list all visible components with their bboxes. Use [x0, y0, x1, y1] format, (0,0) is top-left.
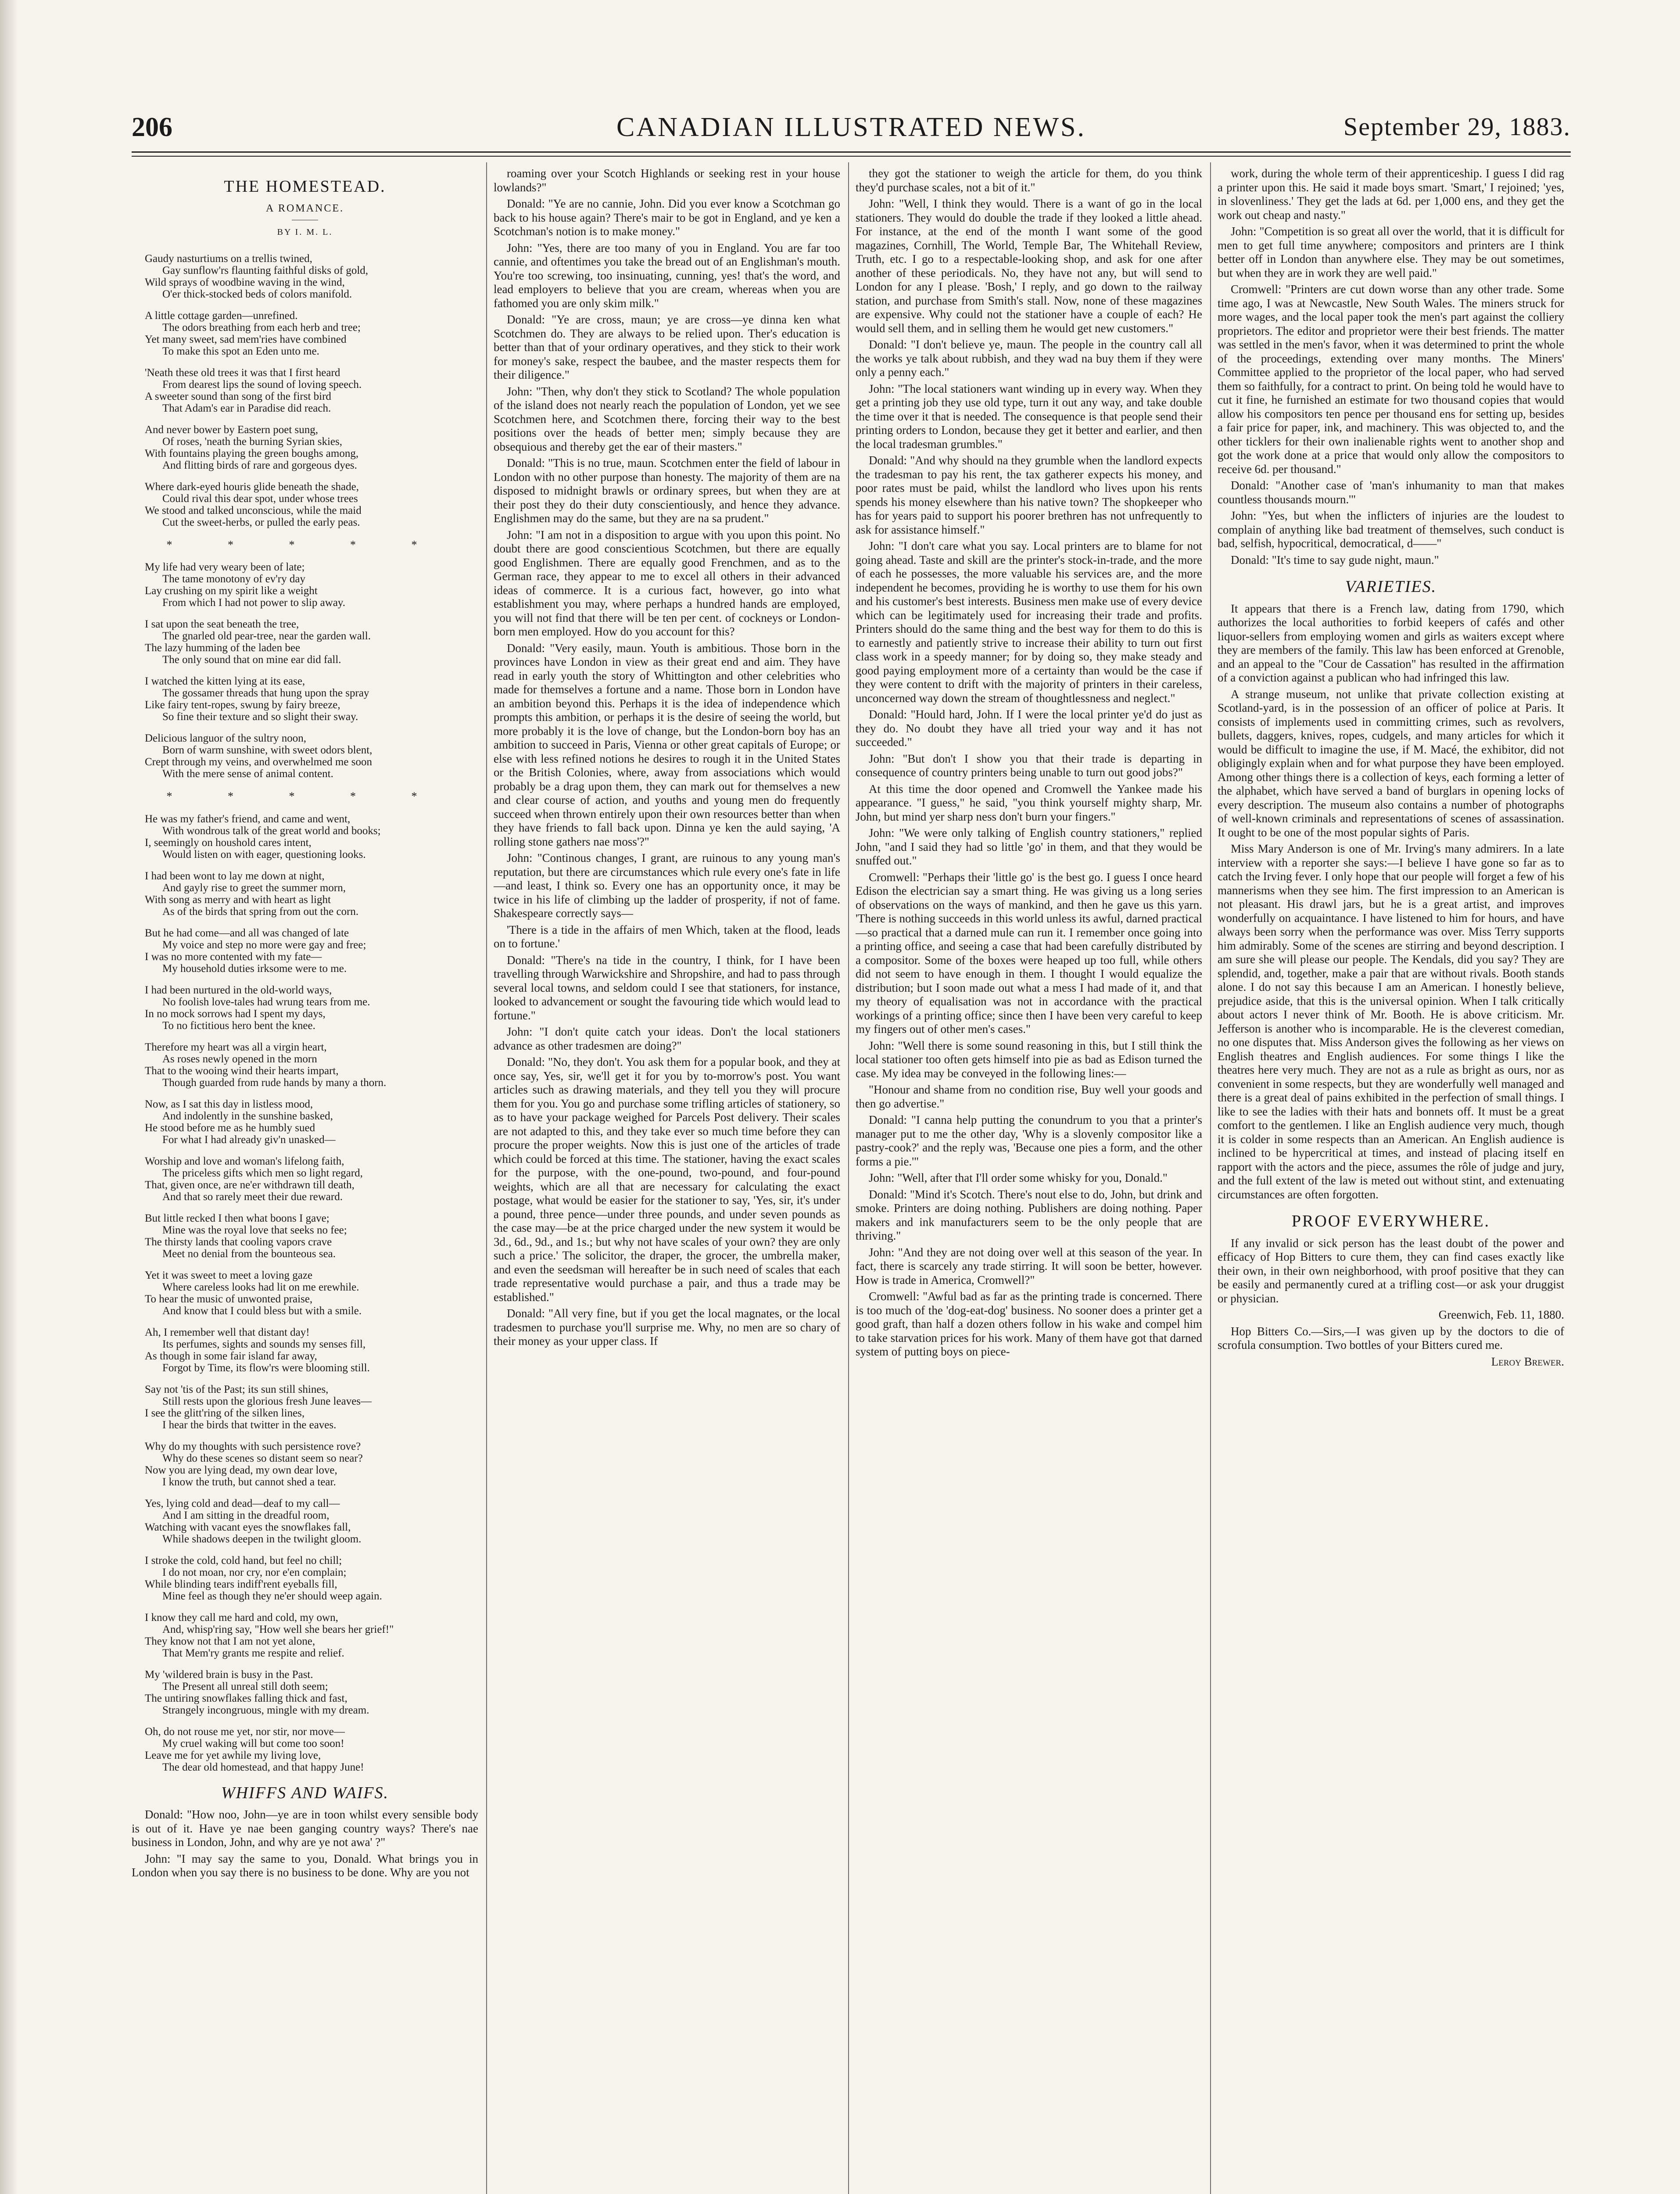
- poem-stanza: [145, 984, 478, 1032]
- poem-line: That Adam's ear in Paradise did reach.: [162, 402, 331, 414]
- poem-line: My voice and step no more were gay and free;: [162, 939, 366, 951]
- column-divider: [486, 162, 487, 2194]
- poem-line: My cruel waking will but come too soon!: [162, 1737, 344, 1749]
- poem-title: THE HOMESTEAD.: [224, 177, 386, 196]
- poem-line: No foolish love-tales had wrung tears from me.: [162, 996, 370, 1008]
- poem-stanza: [145, 1612, 478, 1659]
- poem-line: I, seemingly on houshold cares intent,: [145, 836, 312, 849]
- poem-line: Of roses, 'neath the burning Syrian skies,: [162, 435, 342, 448]
- whiffs-paragraph: Donald: "Another case of 'man's inhumanity to man that makes countless thousands mourn.'": [1218, 479, 1564, 506]
- poem-line: Mine feel as though they ne'er should weep again.: [162, 1590, 382, 1602]
- whiffs-paragraph: John: "Competition is so great all over the world, that it is difficult for men to get full time anywhere; compositors and printers are I think better off in London than anywhere else. They may be out sometimes, but when they are in work they are well paid.": [1218, 225, 1564, 280]
- publication-title: CANADIAN ILLUSTRATED NEWS.: [616, 112, 1086, 142]
- poem-line: Yes, lying cold and dead—deaf to my call—: [145, 1497, 340, 1509]
- poem-line: I do not moan, nor cry, nor e'en complain;: [162, 1566, 347, 1578]
- poem-line: From which I had not power to slip away.: [162, 597, 346, 609]
- whiffs-paragraph: John: "The local stationers want winding up in every way. When they get a printing job they use old type, turn it out any way, and take double the time over it that is needed. The consequence is that people send their printing orders to London, because they get it better and earlier, and then the local tradesman grumbles.": [856, 382, 1202, 451]
- poem-line: Yet it was sweet to meet a loving gaze: [145, 1269, 313, 1281]
- column-divider: [848, 162, 849, 2194]
- poem-line: I had been wont to lay me down at night,: [145, 870, 325, 882]
- whiffs-paragraph: John: "But don't I show you that their trade is departing in consequence of country printers being unable to turn out good jobs?": [856, 752, 1202, 779]
- poem-line: To make this spot an Eden unto me.: [162, 345, 319, 357]
- poem-stanza: [145, 253, 478, 300]
- poem-line: The thirsty lands that cooling vapors crave: [145, 1236, 332, 1248]
- poem-line: The only sound that on mine ear did fall.: [162, 654, 341, 666]
- poem-stanza: [145, 1726, 478, 1773]
- whiffs-paragraph: Donald: "No, they don't. You ask them for a popular book, and they at once say, Yes, sir, we'll get it for you by to-morrow's post. You want articles such as drawing materials, and they tell you they will procure them for you. You go and purchase some trifling articles of stationery, so as to have your package weighed for Parcels Post delivery. Their scales are not adapted to this, and they take ever so much time before they can procure the proper weights. Now this is just one of the articles of trade which could be forced at this time. The stationer, having the exact scales for the purpose, with the one-pound, two-pound, and four-pound weights, which are all that are necessary for calculating the exact postage, what would be easier for the stationer to say, 'Yes, sir, it's under a pound, three pence—under three pounds, and under seven pounds as the case may—be at the price charged under the new system it would be 3d., 6d., 9d., and 1s.; but why not have scales of your own? they are only such a price.' The solicitor, the draper, the grocer, the umbrella maker, and even the seedsman will hereafter be in such need of scales that each trade representative would purchase a pair, and thus a trade may be established.": [494, 1055, 840, 1304]
- poem-line: So fine their texture and so slight their sway.: [162, 711, 358, 723]
- poem-line: I hear the birds that twitter in the eaves.: [162, 1419, 337, 1431]
- whiffs-paragraph: "Honour and shame from no condition rise, Buy well your goods and then go advertise.": [856, 1083, 1202, 1110]
- poem-stanza: [145, 870, 478, 918]
- poem-line: Forgot by Time, its flow'rs were blooming still.: [162, 1362, 370, 1374]
- poem-line: I watched the kitten lying at its ease,: [145, 675, 305, 687]
- issue-date: September 29, 1883.: [1343, 112, 1571, 141]
- poem-line: I know the truth, but cannot shed a tear.: [162, 1476, 336, 1488]
- whiffs-paragraph: John: "Well, after that I'll order some whisky for you, Donald.": [869, 1171, 1168, 1184]
- whiffs-paragraph: John: "And they are not doing over well at this season of the year. In fact, there is scarcely any trade stirring. It will soon be better, however. How is trade in America, Cromwell?": [856, 1245, 1202, 1287]
- section-title-proof: PROOF EVERYWHERE.: [1291, 1212, 1490, 1230]
- whiffs-paragraph: John: "I may say the same to you, Donald. What brings you in London when you say there is no business to be done. Why are you not: [132, 1852, 478, 1879]
- poem-stanza: [145, 675, 478, 723]
- poem-stanza: [145, 618, 478, 666]
- whiffs-paragraph: Donald: "How noo, John—ye are in toon whilst every sensible body is out of it. Have ye nae been ganging country ways? There's nae business in London, John, and why are ye not awa' ?": [132, 1808, 478, 1849]
- whiffs-paragraph: John: "Yes, there are too many of you in England. You are far too cannie, and oftentimes you take the bread out of an Englishman's mouth. You're too screwing, too insinuating, cunning, yes! that's the word, and lead employers to believe that you are cream, whereas when you are fathomed you are only skim milk.": [494, 241, 840, 310]
- varieties-paragraph: A strange museum, not unlike that private collection existing at Scotland-yard, is in the possession of an officer of police at Paris. It consists of implements used in committing crimes, such as revolvers, bullets, daggers, knives, ropes, cudgels, and many articles for which it would be difficult to imagine the use, if M. Macé, the exhibitor, did not obligingly explain when and for what purpose they have been employed. Among other things there is a collection of keys, each forming a letter of the alphabet, which have served a band of burglars in opening locks of every description. The museum also contains a number of photographs of well-known criminals and representations of scenes of assassination. It ought to be one of the most popular sights of Paris.: [1218, 687, 1564, 839]
- poem-stanza: [145, 1098, 478, 1146]
- poem-stanza: [145, 367, 478, 414]
- stanza-separator: * * * * *: [166, 790, 444, 803]
- poem-stanza: [145, 732, 478, 780]
- whiffs-paragraph: At this time the door opened and Cromwell the Yankee made his appearance. "I guess," he said, "you think yourself mighty sharp, Mr. John, but mind yer sharp ness don't burn your fingers.": [856, 782, 1202, 823]
- poem-line: But he had come—and all was changed of late: [145, 927, 349, 939]
- poem-line: He stood before me as he humbly sued: [145, 1122, 315, 1134]
- poem-line: I had been nurtured in the old-world ways,: [145, 984, 332, 996]
- poem-line: Like fairy tent-ropes, swung by fairy breeze,: [145, 699, 340, 711]
- poem-line: I stroke the cold, cold hand, but feel no chill;: [145, 1554, 342, 1567]
- page-edge: [0, 0, 18, 2194]
- proof-letter: Hop Bitters Co.—Sirs,—I was given up by the doctors to die of scrofula consumption. Two bottles of your Bitters cured me.: [1218, 1324, 1564, 1352]
- poem-line: Strangely incongruous, mingle with my dream.: [162, 1704, 369, 1716]
- poem-body: [132, 253, 478, 1773]
- whiffs-paragraph: Donald: "There's na tide in the country, I think, for I have been travelling through Warwickshire and Shropshire, and had to pass through several local towns, and seldom could I see that stationers, for instance, looked to advancement or sought the favouring tide which would lead to fortune.": [494, 953, 840, 1022]
- whiffs-paragraph: Cromwell: "Perhaps their 'little go' is the best go. I guess I once heard Edison the electrician say a smart thing. He was giving us a long series of observations on the ways of mankind, and then he gave us this yarn. 'There is nothing succeeds in this world unless its awful, darned practical—so practical that a darned mule can run it. I remember once going into a printing office, and seeing a case that had been carefully distributed by a compositor. Some of the boxes were heaped up too full, while others did not seem to have enough in them. I thought I would equalize the distribution; but I soon made out what a mess I had made of it, and that my theory of equalisation was not in accordance with the practical workings of a printing office; since then I have been very careful to keep my fingers out of other men's cases.": [856, 870, 1202, 1036]
- poem-line: Leave me for yet awhile my living love,: [145, 1749, 321, 1761]
- whiffs-paragraph: Cromwell: "Awful bad as far as the printing trade is concerned. There is too much of the 'dog-eat-dog' business. No sooner does a printer get a good graft, than half a dozen others follow in his wake and compel him to take starvation prices for his work. Many of them have got that darned system of putting boys on piece-: [856, 1290, 1202, 1358]
- page-number: 206: [132, 112, 172, 142]
- poem-subtitle: A ROMANCE.: [265, 202, 344, 214]
- poem-line: Now, as I sat this day in listless mood,: [145, 1098, 313, 1110]
- whiffs-paragraph: Donald: "And why should na they grumble when the landlord expects the tradesman to pay his rent, the tax gatherer expects his money, and poor rates must be paid, whilst the landlord who lives upon his rents spends his money elsewhere than his native town? The shopkeeper who has for years paid to support his poorer brethren has not unfrequently to ask for assistance himself.": [856, 454, 1202, 536]
- whiffs-paragraph: Donald: "Hould hard, John. If I were the local printer ye'd do just as they do. No doubt they have all tried your way and it has not succeeded.": [856, 708, 1202, 749]
- poem-line: He was my father's friend, and came and went,: [145, 813, 351, 825]
- poem-line: The dear old homestead, and that happy June!: [162, 1761, 364, 1773]
- poem-line: For what I had already giv'n unasked—: [162, 1133, 336, 1146]
- poem-line: 'Neath these old trees it was that I first heard: [145, 366, 340, 379]
- whiffs-paragraph: work, during the whole term of their apprenticeship. I guess I did rag a printer upon this. He said it made boys smart. 'Smart,' I rejoined; 'yes, in slovenliness.' They get the lads at 6d. per 1,000 ens, and they get the work out cheap and nasty.": [1218, 167, 1564, 222]
- poem-line: That, given once, are ne'er withdrawn till death,: [145, 1179, 355, 1191]
- poem-line: The priceless gifts which men so light regard,: [162, 1167, 363, 1179]
- poem-line: Crept through my veins, and overwhelmed me soon: [145, 756, 372, 768]
- whiffs-paragraph: Donald: "Ye are cross, maun; ye are cross—ye dinna ken what Scotchmen do. They are always to be relied upon. Ther's education is better than that of your ordinary operatives, and they stick to their work for money's sake, respect the baubee, and the master respects them for their diligence.": [494, 313, 840, 381]
- poem-line: Now you are lying dead, my own dear love,: [145, 1464, 337, 1476]
- poem-stanza: [145, 424, 478, 471]
- poem-line: The lazy humming of the laden bee: [145, 642, 301, 654]
- poem-line: With the mere sense of animal content.: [162, 768, 333, 780]
- poem-line: As of the birds that spring from out the corn.: [162, 905, 359, 918]
- poem-line: And gayly rise to greet the summer morn,: [162, 882, 346, 894]
- poem-line: To no fictitious hero bent the knee.: [162, 1019, 315, 1032]
- poem-line: My 'wildered brain is busy in the Past.: [145, 1668, 313, 1681]
- poem-line: A little cottage garden—unrefined.: [145, 309, 298, 322]
- varieties-paragraph: Miss Mary Anderson is one of Mr. Irving's many admirers. In a late interview with a reporter she says:—I believe I have gone so far as to catch the Irving fever. I only hope that our people will forget a few of his mannerisms when they see him. The first impression to an American is not pleasant. His drawl jars, but he is a great artist, and improves wonderfully on acquaintance. I have listened to him for hours, and have always been sorry when the performance was over. Miss Terry supports him admirably. Some of the scenes are stirring and beyond description. I am sure she will please our people. The Kendals, did you say? They are splendid, and, together, make a pair that are without rivals. Booth stands alone. I do not say this because I am an American. I honestly believe, prejudice aside, that this is the universal opinion. When I talk critically about actors I never think of Mr. Booth. He is above criticism. Mr. Jefferson is another who is incomparable. He is the cleverest comedian, no one disputes that. Miss Anderson gives the following as her views on English theatres and English audiences. For some things I like the theatres here very much. They are not as a rule as bright as ours, nor as convenient in some respects, but they are wonderfully well managed and there is a great deal of pains exhibited in the perfection of small things. I like to see the ladies with their hats and bonnets off. It must be a great comfort to the gentlemen. I like an English audience very much, though it is colder in some respects than an American. An English audience is inclined to be hypercritical at times, and instead of placing itself en rapport with the actors and the piece, assumes the rôle of judge and jury, and the full extent of the law is meted out without stint, and extenuating circumstances are often forgotten.: [1218, 842, 1564, 1201]
- poem-line: My household duties irksome were to me.: [162, 962, 347, 975]
- poem-line: Gay sunflow'rs flaunting faithful disks of gold,: [162, 264, 369, 276]
- whiffs-paragraph: John: "Well, I think they would. There is a want of go in the local stationers. They would do double the trade if they looked a little ahead. For instance, at the end of the month I want some of the good magazines, Cornhill, The World, Temple Bar, The Whitehall Review, Truth, etc. I go to a respectable-looking shop, and ask for one after another of these periodicals. No, they have not any, but will send to London for any I please. 'Bosh,' I reply, and go down to the railway station, and purchase from Smith's stall. Now, none of these magazines are expensive. Why could not the stationer have a couple of each? He would sell them, and in selling them he would get new customers.": [856, 197, 1202, 335]
- poem-line: Lay crushing on my spirit like a weight: [145, 585, 318, 597]
- poem-line: And flitting birds of rare and gorgeous dyes.: [162, 459, 357, 471]
- whiffs-paragraph: John: "Then, why don't they stick to Scotland? The whole population of the island does not nearly reach the population of London, yet we see Scotchmen here, and Scotchmen there, forcing their way to the best positions over the heads of better men; simply because they are obsequious and thereby get the ear of their masters.": [494, 384, 840, 453]
- poem-line: As though in some fair island far away,: [145, 1350, 317, 1362]
- proof-dateline: Greenwich, Feb. 11, 1880.: [1438, 1308, 1564, 1321]
- poem-line: Why do these scenes so distant seem so near?: [162, 1452, 363, 1464]
- poem-line: As roses newly opened in the morn: [162, 1053, 317, 1065]
- poem-line: Born of warm sunshine, with sweet odors blent,: [162, 744, 373, 756]
- poem-line: From dearest lips the sound of loving speech.: [162, 378, 362, 391]
- poem-line: The Present all unreal still doth seem;: [162, 1680, 328, 1692]
- poem-line: Cut the sweet-herbs, or pulled the early peas.: [162, 516, 360, 528]
- whiffs-paragraph: John: "Well there is some sound reasoning in this, but I still think the local stationer too often gets himself into pie as bad as Edison turned the case. My idea may be conveyed in the following lines:—: [856, 1039, 1202, 1080]
- poem-line: I sat upon the seat beneath the tree,: [145, 618, 299, 630]
- poem-line: Mine was the royal love that seeks no fee;: [162, 1224, 347, 1236]
- poem-stanza: [145, 561, 478, 609]
- poem-stanza: [145, 1269, 478, 1317]
- poem-stanza: [145, 310, 478, 357]
- poem-line: The gnarled old pear-tree, near the garden wall.: [162, 630, 371, 642]
- poem-stanza: [145, 1212, 478, 1260]
- poem-stanza: [145, 1041, 478, 1089]
- whiffs-paragraph: Donald: "This is no true, maun. Scotchmen enter the field of labour in London with no other purpose than honesty. The majority of them are na disposed to midnight brawls or ordinary sprees, but when they are at their post they do their duty conscientiously, and hence they advance. Englishmen may do the same, but they are na sa prudent.": [494, 456, 840, 525]
- poem-line: Still rests upon the glorious fresh June leaves—: [162, 1395, 372, 1407]
- poem-line: With fountains playing the green boughs among,: [145, 447, 359, 459]
- poem-line: In no mock sorrows had I spent my days,: [145, 1007, 326, 1020]
- poem-line: Where careless looks had lit on me erewhile.: [162, 1281, 359, 1293]
- whiffs-paragraph: they got the stationer to weigh the article for them, do you think they'd purchase scales, not a bit of it.": [856, 167, 1202, 194]
- poem-line: That Mem'ry grants me respite and relief.: [162, 1647, 344, 1659]
- whiffs-paragraph: Donald: "All very fine, but if you get the local magnates, or the local tradesmen to purchase you'll surprise me. Why, no men are so chary of their money as your upper class. If: [494, 1307, 840, 1348]
- column-1: [132, 167, 478, 2194]
- poem-stanza: [145, 481, 478, 528]
- whiffs-paragraph: Donald: "Mind it's Scotch. There's nout else to do, John, but drink and smoke. Printers are doing nothing. Publishers are doing nothing. Paper makers and ink manufacturers seem to be the only people that are thriving.": [856, 1187, 1202, 1242]
- poem-line: And know that I could bless but with a smile.: [162, 1305, 362, 1317]
- column-divider: [1210, 162, 1211, 2194]
- poem-line: And never bower by Eastern poet sung,: [145, 423, 319, 436]
- poem-stanza: [145, 1326, 478, 1374]
- poem-line: Say not 'tis of the Past; its sun still shines,: [145, 1383, 329, 1395]
- poem-line: They know not that I am not yet alone,: [145, 1635, 315, 1647]
- whiffs-paragraph: Donald: "Ye are no cannie, John. Did you ever know a Scotchman go back to his house again? There's mair to be got in England, and ye ken a Scotchman's notion is to make money.": [494, 197, 840, 238]
- poem-line: Watching with vacant eyes the snowflakes fall,: [145, 1521, 351, 1533]
- poem-line: Where dark-eyed houris glide beneath the shade,: [145, 480, 359, 493]
- whiffs-paragraph: Donald: "It's time to say gude night, maun.": [1231, 553, 1439, 566]
- poem-line: With wondrous talk of the great world and books;: [162, 825, 381, 837]
- header-rule: [132, 151, 1571, 153]
- whiffs-paragraph: John: "I don't care what you say. Local printers are to blame for not going ahead. Taste and skill are the printer's stock-in-trade, and the more of each he possesses, the more valuable his services are, and the more independent he becomes, providing he is worthy to use them for his own and his customer's best interests. Business men make use of every device which can be legitimately used for increasing their trade and profits. Printers should do the same thing and the best way for them to do this is to earnestly and patiently strive to increase their ability to turn out first class work in a speedy manner; for by doing so, they make steady and good paying employment more of a certainty than would be the case if they were content to drift with the majority of printers in their careless, unconcerned way down the stream of thoughtlessness and neglect.": [856, 539, 1202, 705]
- poem-line: I see the glitt'ring of the silken lines,: [145, 1407, 305, 1419]
- whiffs-text-col4: [1218, 167, 1564, 567]
- poem-line: Worship and love and woman's lifelong faith,: [145, 1155, 344, 1167]
- poem-line: The gossamer threads that hung upon the spray: [162, 687, 369, 699]
- whiffs-text-col3: [856, 167, 1202, 1359]
- poem-line: That to the wooing wind their hearts impart,: [145, 1065, 339, 1077]
- poem-line: Could rival this dear spot, under whose trees: [162, 492, 358, 505]
- whiffs-paragraph: John: "Continous changes, I grant, are ruinous to any young man's reputation, but there are circumstances which rule every one's fate in life—and least, I think so. Every one has an opportunity once, it may be twice in his life of climbing up the ladder of prosperity, if not of fame. Shakespeare correctly says—: [494, 851, 840, 920]
- whiffs-paragraph: John: "We were only talking of English country stationers," replied John, "and I said they had so little 'go' in them, and that they would be snuffed out.": [856, 826, 1202, 867]
- poem-line: Oh, do not rouse me yet, nor stir, nor move—: [145, 1725, 345, 1738]
- poem-line: Its perfumes, sights and sounds my senses fill,: [162, 1338, 366, 1350]
- poem-stanza: [145, 1384, 478, 1431]
- whiffs-paragraph: 'There is a tide in the affairs of men Which, taken at the flood, leads on to fortune.': [494, 923, 840, 950]
- poem-line: Though guarded from rude hands by many a thorn.: [162, 1076, 387, 1089]
- poem-stanza: [145, 1155, 478, 1203]
- poem-line: We stood and talked unconscious, while the maid: [145, 504, 362, 516]
- column-2: [494, 167, 840, 2194]
- poem-line: The tame monotony of ev'ry day: [162, 573, 305, 585]
- poem-line: Wild sprays of woodbine waving in the wind,: [145, 276, 345, 288]
- whiffs-text-col2: [494, 167, 840, 1348]
- varieties-text: [1218, 602, 1564, 1202]
- poem-stanza: [145, 1669, 478, 1716]
- column-3: [856, 167, 1202, 2194]
- header-rule-thin: [132, 156, 1571, 157]
- whiffs-paragraph: Donald: "I don't believe ye, maun. The people in the country call all the works ye talk about rubbish, and they wad na buy them if they were only a penny each.": [856, 338, 1202, 379]
- whiffs-paragraph: John: "I don't quite catch your ideas. Don't the local stationers advance as other tradesmen are doing?": [494, 1025, 840, 1052]
- poem-stanza: [145, 1441, 478, 1488]
- poem-line: And that so rarely meet their due reward.: [162, 1190, 343, 1203]
- poem-byline: BY I. M. L.: [277, 227, 333, 237]
- section-title-varieties: VARIETIES.: [1345, 577, 1437, 596]
- poem-line: To hear the music of unwonted praise,: [145, 1293, 313, 1305]
- poem-stanza: [145, 1555, 478, 1602]
- poem-line: My life had very weary been of late;: [145, 561, 305, 573]
- poem-line: I was no more contented with my fate—: [145, 950, 322, 963]
- varieties-paragraph: It appears that there is a French law, dating from 1790, which authorizes the local authorities to forbid keepers of cafés and other liquor-sellers from employing women and girls as waiters except where they are members of the family. This law has been enforced at Grenoble, and an appeal to the "Cour de Cassation" has resulted in the affirmation of a conviction against a publican who had infringed this law.: [1218, 602, 1564, 684]
- whiffs-paragraph: roaming over your Scotch Highlands or seeking rest in your house lowlands?": [494, 167, 840, 194]
- proof-paragraph: If any invalid or sick person has the least doubt of the power and efficacy of Hop Bitters to cure them, they can find cases exactly like their own, in their own neighborhood, with proof positive that they can be easily and permanently cured at a trifling cost—or ask your druggist or physician.: [1218, 1236, 1564, 1305]
- proof-text: [1218, 1237, 1564, 1306]
- poem-stanza: [145, 1498, 478, 1545]
- poem-stanza: [145, 813, 478, 860]
- poem-line: Yet many sweet, sad mem'ries have combined: [145, 333, 347, 345]
- poem-line: Meet no denial from the bounteous sea.: [162, 1248, 336, 1260]
- poem-line: Therefore my heart was all a virgin heart,: [145, 1041, 327, 1053]
- masthead: [132, 112, 1571, 151]
- whiffs-paragraph: Cromwell: "Printers are cut down worse than any other trade. Some time ago, I was at Newcastle, New South Wales. The miners struck for more wages, and the local paper took the men's part against the colliery proprietors. The editor and proprietor were their best friends. The matter was settled in the men's favor, when it was determined to print the whole of the proceedings, extending over many months. The Miners' Committee applied to the proprietor of the local paper, who had served them so faithfully, for a contract to print. On being told he would have to cut it fine, he furnished an estimate for two thousand copies that would allow his compositors ten pence per thousand ens for setting up, besides a fair price for paper, ink, and machinery. This was objected to, and the other ticklers for their own inalienable rights went to another shop and got the work done at a price that would only allow the compositors to receive 6d. per thousand.": [1218, 283, 1564, 476]
- poem-line: The untiring snowflakes falling thick and fast,: [145, 1692, 347, 1704]
- poem-line: Delicious languor of the sultry noon,: [145, 732, 306, 744]
- poem-line: And I am sitting in the dreadful room,: [162, 1509, 330, 1521]
- poem-line: The odors breathing from each herb and tree;: [162, 321, 361, 333]
- whiffs-text-col1: [132, 1808, 478, 1880]
- whiffs-paragraph: Donald: "Very easily, maun. Youth is ambitious. Those born in the provinces have London in view as their great end and aim. They have read in early youth the story of Whittington and other celebrities who made for themselves a fortune and a name. Those born in London have an ambition beyond this. Perhaps it is the idea of independence which prompts this ambition, or perhaps it is the desire of seeing the world, but more probably it is the love of change, but the London-born boy has an ambition to succeed in Paris, Vienna or other great capitals of Europe; or else with less refined notions he desires to rough it in the United States or the British Colonies, where, away from associations which would probably be a drag upon them, they can mark out for themselves a new and clear course of action, and youths and young men do frequently succeed when thrown entirely upon their own resources better than when they have friends to fall back upon. Dinna ye ken the auld saying, 'A rolling stone gathers nae moss'?": [494, 641, 840, 848]
- poem-line: And, whisp'ring say, "How well she bears her grief!": [162, 1623, 394, 1635]
- poem-line: But little recked I then what boons I gave;: [145, 1212, 330, 1224]
- column-4: [1218, 167, 1564, 2194]
- poem-line: Gaudy nasturtiums on a trellis twined,: [145, 252, 312, 265]
- poem-line: Ah, I remember well that distant day!: [145, 1326, 310, 1338]
- whiffs-paragraph: Donald: "I canna help putting the conundrum to you that a printer's manager put to me the other day, 'Why is a slovenly compositor like a pastry-cook?' and the reply was, 'Because one pies a form, and the other forms a pie.'": [856, 1113, 1202, 1168]
- poem-line: While shadows deepen in the twilight gloom.: [162, 1533, 362, 1545]
- poem-line: I know they call me hard and cold, my own,: [145, 1611, 338, 1624]
- poem-line: And indolently in the sunshine basked,: [162, 1110, 333, 1122]
- poem-line: O'er thick-stocked beds of colors manifold.: [162, 288, 352, 300]
- poem-line: Would listen on with eager, questioning looks.: [162, 848, 366, 860]
- whiffs-paragraph: John: "I am not in a disposition to argue with you upon this point. No doubt there are good conscientious Scotchmen, but there are equally good Englishmen. There are equally good Frenchmen, and as to the German race, they appear to me to excel all others in their advanced ideas of commerce. It is a curious fact, however, go into what establishment you may, where perhaps a hundred hands are employed, you will not find that there will be ten per cent. of cockneys or London-born men employed. How do you account for this?: [494, 528, 840, 638]
- poem-line: With song as merry and with heart as light: [145, 893, 331, 906]
- poem-line: A sweeter sound than song of the first bird: [145, 390, 331, 402]
- whiffs-paragraph: John: "Yes, but when the inflicters of injuries are the loudest to complain of anything like bad treatment of themselves, such conduct is bad, selfish, hypocritical, democratical, d——": [1218, 509, 1564, 550]
- poem-line: Why do my thoughts with such persistence rove?: [145, 1440, 361, 1452]
- poem-stanza: [145, 927, 478, 975]
- proof-signature: Leroy Brewer.: [1491, 1355, 1564, 1368]
- section-title-whiffs: WHIFFS AND WAIFS.: [221, 1783, 389, 1802]
- stanza-separator: * * * * *: [166, 538, 444, 551]
- poem-line: While blinding tears indiff'rent eyeballs fill,: [145, 1578, 337, 1590]
